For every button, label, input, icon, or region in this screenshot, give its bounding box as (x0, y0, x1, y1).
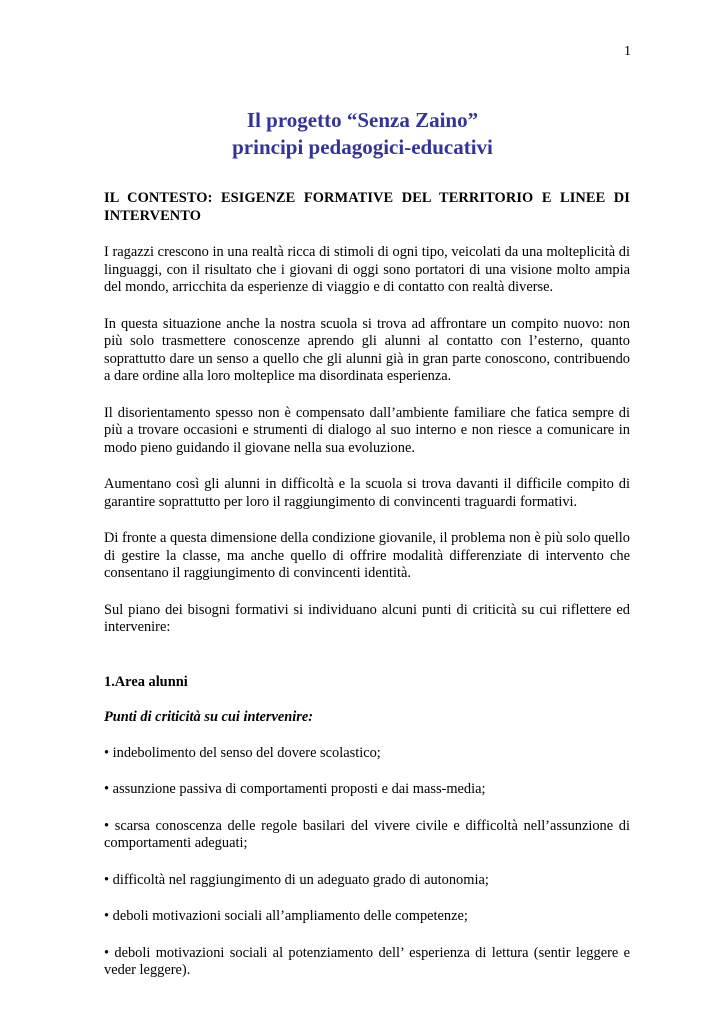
context-heading: IL CONTESTO: ESIGENZE FORMATIVE DEL TERRITORIO E LINEE DI INTERVENTO (104, 190, 630, 224)
document-body (104, 190, 630, 999)
paragraph: In questa situazione anche la nostra scuola si trova ad affrontare un compito nuovo: non più solo trasmettere conoscenze aprendo gli alunni al contatto con l’esterno, quanto soprattutto dare un senso a quello che gli alunni già in gran parte conoscono, contribuendo a dare ordine alla loro molteplice ma disordinata esperienza. (104, 315, 630, 384)
bullet-item: • deboli motivazioni sociali all’ampliamento delle competenze; (104, 908, 468, 924)
page-number: 1 (624, 44, 631, 59)
title-line-2: principi pedagogici-educativi (232, 135, 493, 159)
bullet-item: • scarsa conoscenza delle regole basilari del vivere civile e difficoltà nell’assunzione di comportamenti adeguati; (104, 817, 630, 851)
bullet-item: • assunzione passiva di comportamenti proposti e dai mass-media; (104, 781, 486, 797)
paragraph: Il disorientamento spesso non è compensato dall’ambiente familiare che fatica sempre di più a trovare occasioni e strumenti di dialogo al suo interno e non riesce a comunicare in modo pieno guidando il giovane nella sua evoluzione. (104, 404, 630, 456)
paragraph: Aumentano così gli alunni in difficoltà e la scuola si trova davanti il difficile compito di garantire soprattutto per loro il raggiungimento di convincenti traguardi formativi. (104, 476, 630, 510)
document-title (0, 107, 725, 161)
title-line-1: Il progetto “Senza Zaino” (246, 108, 479, 132)
bullet-item: • difficoltà nel raggiungimento di un adeguato grado di autonomia; (104, 871, 489, 888)
bullet-item: • deboli motivazioni sociali al potenziamento dell’ esperienza di lettura (sentir leggere e veder leggere). (104, 944, 630, 978)
paragraph: Sul piano dei bisogni formativi si individuano alcuni punti di criticità su cui riflettere ed intervenire: (104, 601, 630, 635)
section-subtitle: Punti di criticità su cui intervenire: (104, 709, 314, 725)
paragraph: Di fronte a questa dimensione della condizione giovanile, il problema non è più solo quello di gestire la classe, ma anche quello di offrire modalità differenziate di intervento che consentano il raggiungimento di convincenti identità. (104, 530, 630, 581)
paragraph: I ragazzi crescono in una realtà ricca di stimoli di ogni tipo, veicolati da una molteplicità di linguaggi, con il risultato che i giovani di oggi sono portatori di una visione molto ampia del mondo, arricchita da esperienze di viaggio e di contatto con realtà diverse. (104, 244, 630, 295)
bullet-item: • indebolimento del senso del dovere scolastico; (104, 744, 381, 761)
section-title: 1.Area alunni (104, 673, 188, 690)
